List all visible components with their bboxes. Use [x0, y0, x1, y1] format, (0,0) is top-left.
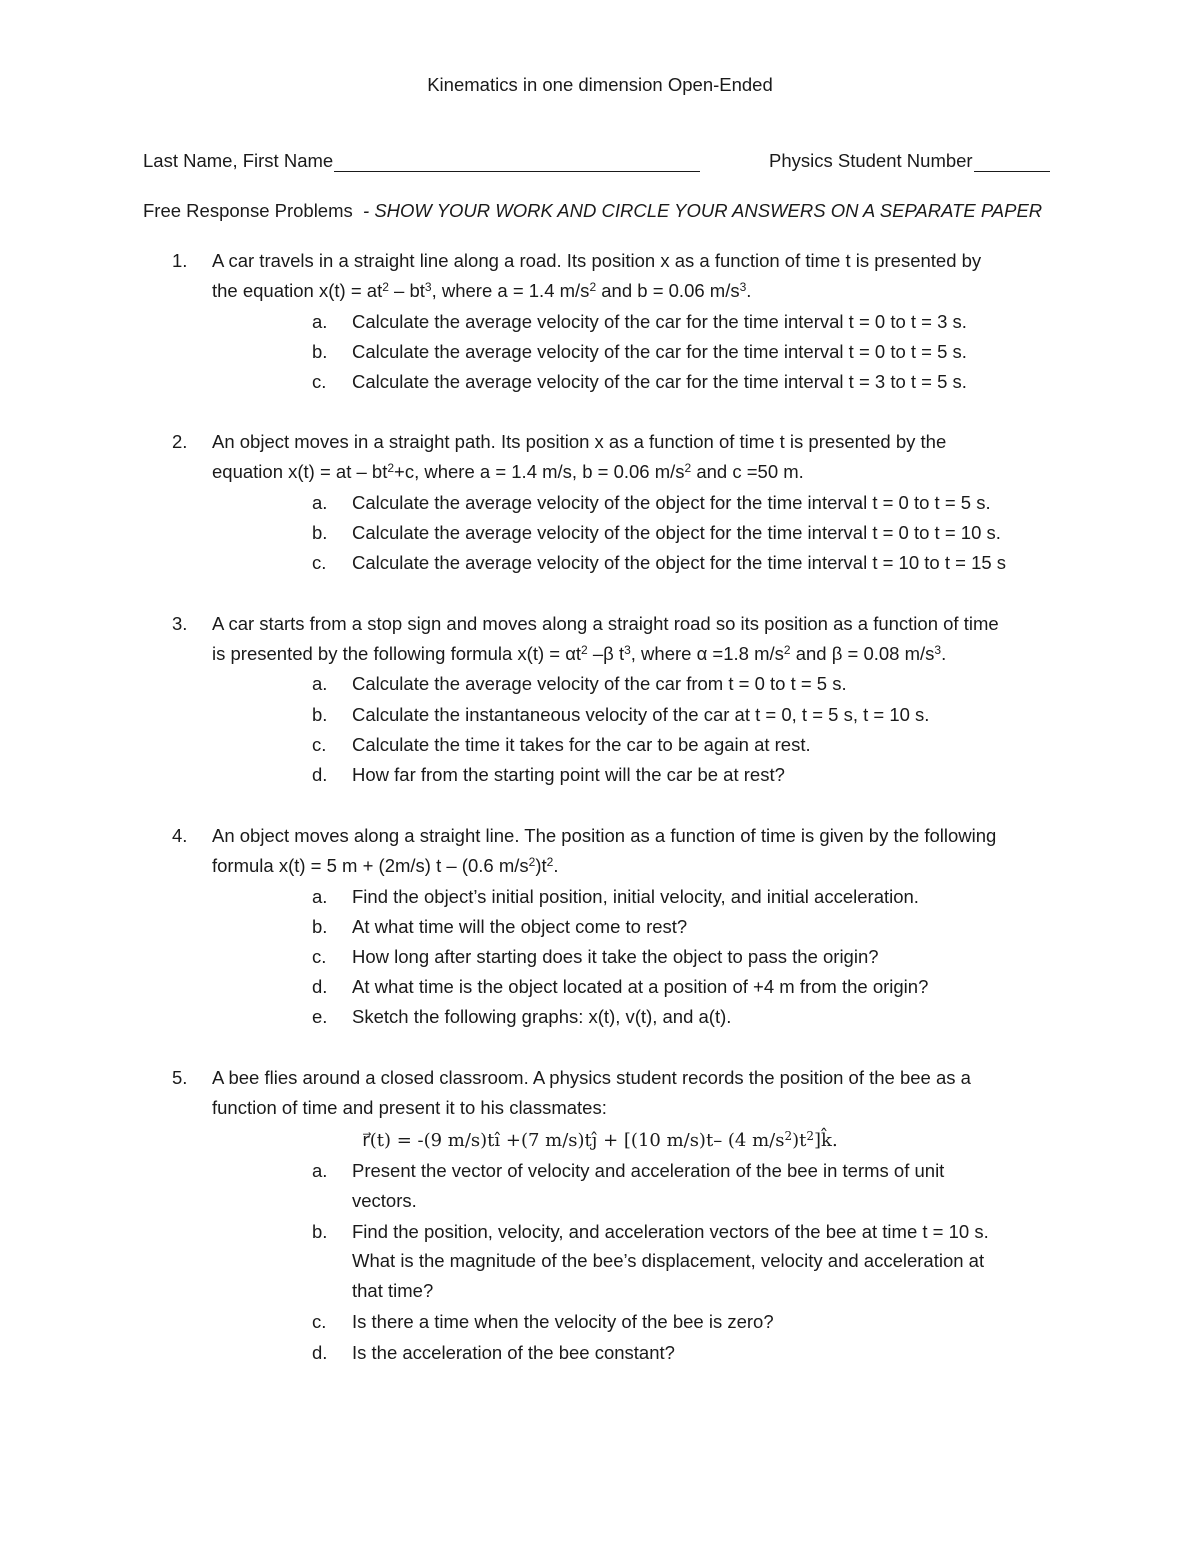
problem-part: b. Calculate the average velocity of the car for the time interval t = 0 to t = 5 s.: [312, 341, 967, 362]
student-number-label: Physics Student Number: [769, 150, 973, 171]
problem-part: b. Find the position, velocity, and acceleration vectors of the bee at time t = 10 s.: [312, 1221, 989, 1242]
problem-part: d. Is the acceleration of the bee constant?: [312, 1342, 675, 1363]
problem-number: 3.: [172, 613, 188, 634]
problem-part: c. Calculate the time it takes for the car to be again at rest.: [312, 734, 811, 755]
instructions: [143, 200, 1042, 222]
problem-part: b. Calculate the average velocity of the object for the time interval t = 0 to t = 10 s.: [312, 522, 1001, 543]
name-label: Last Name, First Name: [143, 150, 334, 171]
problem-number: 1.: [172, 250, 188, 271]
instructions-lead: Free Response Problems: [143, 200, 353, 221]
problem-equation-line: the equation $x(t) = at^2 - bt^3$, where a = 1.4 $m/s^2$ and b = 0.06 $m/s^3$.: [212, 280, 752, 301]
problem-part: c. Is there a time when the velocity of the bee is zero?: [312, 1311, 774, 1332]
problem-text-line: A bee flies around a closed classroom. A physics student records the position of the bee as a: [212, 1067, 971, 1088]
problem-text-line: A car travels in a straight line along a road. Its position x as a function of time t is presented by: [212, 250, 982, 271]
problem-equation-line: formula x(t) = 5 m + (2m/s) t – (0.6 $m/s^2)t^2$.: [212, 855, 559, 876]
problem-text-line: A car starts from a stop sign and moves along a straight road so its position as a function of time: [212, 613, 999, 634]
name-field[interactable]: [143, 150, 700, 172]
problem-number: 2.: [172, 431, 188, 452]
problem-part: a. Find the object’s initial position, initial velocity, and initial acceleration.: [312, 886, 919, 907]
problem-part-continuation: that time?: [352, 1280, 434, 1301]
instructions-emphasis: - SHOW YOUR WORK AND CIRCLE YOUR ANSWERS ON A SEPARATE PAPER: [363, 200, 1043, 221]
problem-part: c. Calculate the average velocity of the object for the time interval t = 10 to t = 15 s: [312, 552, 1007, 573]
problem-number: 5.: [172, 1067, 188, 1088]
problem-part: a. Present the vector of velocity and acceleration of the bee in terms of unit: [312, 1160, 945, 1181]
name-blank-line[interactable]: [334, 151, 700, 172]
problem-part: d. How far from the starting point will the car be at rest?: [312, 764, 785, 785]
problem-part-continuation: What is the magnitude of the bee’s displacement, velocity and acceleration at: [352, 1250, 985, 1271]
problem-number: 4.: [172, 825, 188, 846]
page-title: Kinematics in one dimension Open-Ended: [427, 74, 773, 95]
problem-part: b. Calculate the instantaneous velocity of the car at t = 0, t = 5 s, t = 10 s.: [312, 704, 930, 725]
problem-text-line: An object moves in a straight path. Its position x as a function of time t is presented by the: [212, 431, 947, 452]
position-vector-formula: r⃗(t) = -(9 m/s)tî +(7 m/s)tĵ + [(10 m/s)t– (4 $m/s^2)t^2]k̂$.: [362, 1129, 838, 1151]
problem-equation-line: equation x(t) = at – $bt^2+c$, where a = 1.4 m/s, b = 0.06 $m/s^2$ and c =50 m.: [212, 461, 804, 482]
student-number-blank-line[interactable]: [974, 151, 1050, 172]
problem-part: c. How long after starting does it take the object to pass the origin?: [312, 946, 879, 967]
problem-part: d. At what time is the object located at a position of +4 m from the origin?: [312, 976, 929, 997]
problem-part: a. Calculate the average velocity of the car for the time interval t = 0 to t = 3 s.: [312, 311, 967, 332]
student-number-field[interactable]: [769, 150, 1050, 172]
problem-text-line: function of time and present it to his classmates:: [212, 1097, 607, 1118]
problem-part-continuation: vectors.: [352, 1190, 417, 1211]
problem-part: a. Calculate the average velocity of the car from t = 0 to t = 5 s.: [312, 673, 847, 694]
problem-part: e. Sketch the following graphs: x(t), v(t), and a(t).: [312, 1006, 732, 1027]
problem-part: c. Calculate the average velocity of the car for the time interval t = 3 to t = 5 s.: [312, 371, 967, 392]
header-fields: [143, 150, 1063, 176]
problem-part: a. Calculate the average velocity of the object for the time interval t = 0 to t = 5 s.: [312, 492, 991, 513]
problem-equation-line: is presented by the following formula $x(t) = \alpha t^2$ –β $t^3$, where α =1.8 $m/s^2$ and β = 0.08 $m/s^3$.: [212, 643, 947, 664]
problem-text-line: An object moves along a straight line. The position as a function of time is given by the following: [212, 825, 997, 846]
problem-part: b. At what time will the object come to rest?: [312, 916, 688, 937]
